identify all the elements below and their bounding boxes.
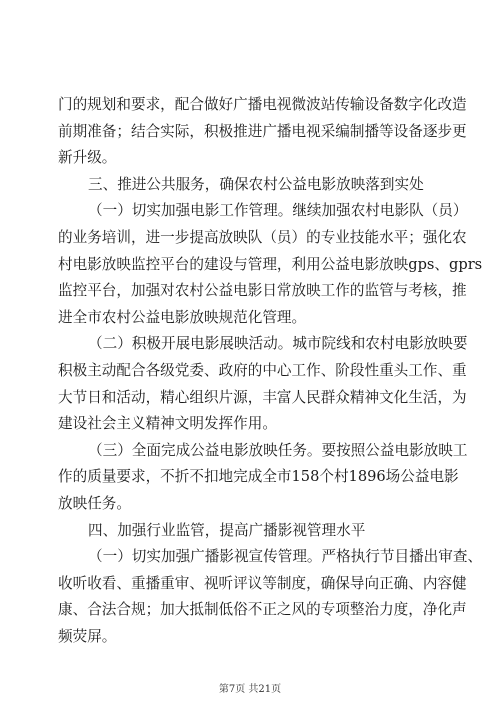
text-line: （一）切实加强广播影视宣传管理。严格执行节目播出审查、 — [88, 548, 483, 566]
text-line: （二）积极开展电影展映活动。城市院线和农村电影放映要 — [88, 335, 468, 353]
text-line: 的业务培训，进一步提高放映队（员）的专业技能水平；强化农 — [58, 228, 467, 246]
document-body — [58, 92, 483, 650]
text-line: 新升级。 — [58, 149, 117, 167]
page-number: 第7页 共21页 — [218, 684, 282, 695]
text-line: 频荧屏。 — [58, 627, 117, 645]
text-line: 康、合法合规；加大抵制低俗不正之风的专项整治力度，净化声 — [58, 601, 467, 619]
text-line: 积极主动配合各级党委、政府的中心工作、阶段性重头工作、重 — [58, 361, 467, 379]
text-line: 作的质量要求，不折不扣地完成全市158个村1896场公益电影 — [58, 468, 459, 486]
section-heading: 三、推进公共服务，确保农村公益电影放映落到实处 — [88, 175, 424, 193]
section-heading: 四、加强行业监管，提高广播影视管理水平 — [88, 521, 366, 539]
text-line: （三）全面完成公益电影放映任务。要按照公益电影放映工 — [88, 441, 468, 459]
text-line: 建设社会主义精神文明发挥作用。 — [58, 415, 277, 433]
text-line: 大节日和活动，精心组织片源，丰富人民群众精神文化生活，为 — [58, 388, 467, 406]
text-line: 进全市农村公益电影放映规范化管理。 — [58, 308, 307, 326]
text-line: 监控平台，加强对农村公益电影日常放映工作的监管与考核，推 — [58, 282, 467, 300]
text-line: 前期准备；结合实际，积极推进广播电视采编制播等设备逐步更 — [58, 122, 467, 140]
text-line: 门的规划和要求，配合做好广播电视微波站传输设备数字化改造 — [58, 96, 467, 113]
text-line: 村电影放映监控平台的建设与管理，利用公益电影放映gps、gprs — [58, 255, 483, 273]
text-line: （一）切实加强电影工作管理。继续加强农村电影队（员） — [88, 202, 468, 220]
text-line: 放映任务。 — [58, 494, 131, 512]
text-line: 收听收看、重播重审、视听评议等制度，确保导向正确、内容健 — [58, 574, 467, 592]
